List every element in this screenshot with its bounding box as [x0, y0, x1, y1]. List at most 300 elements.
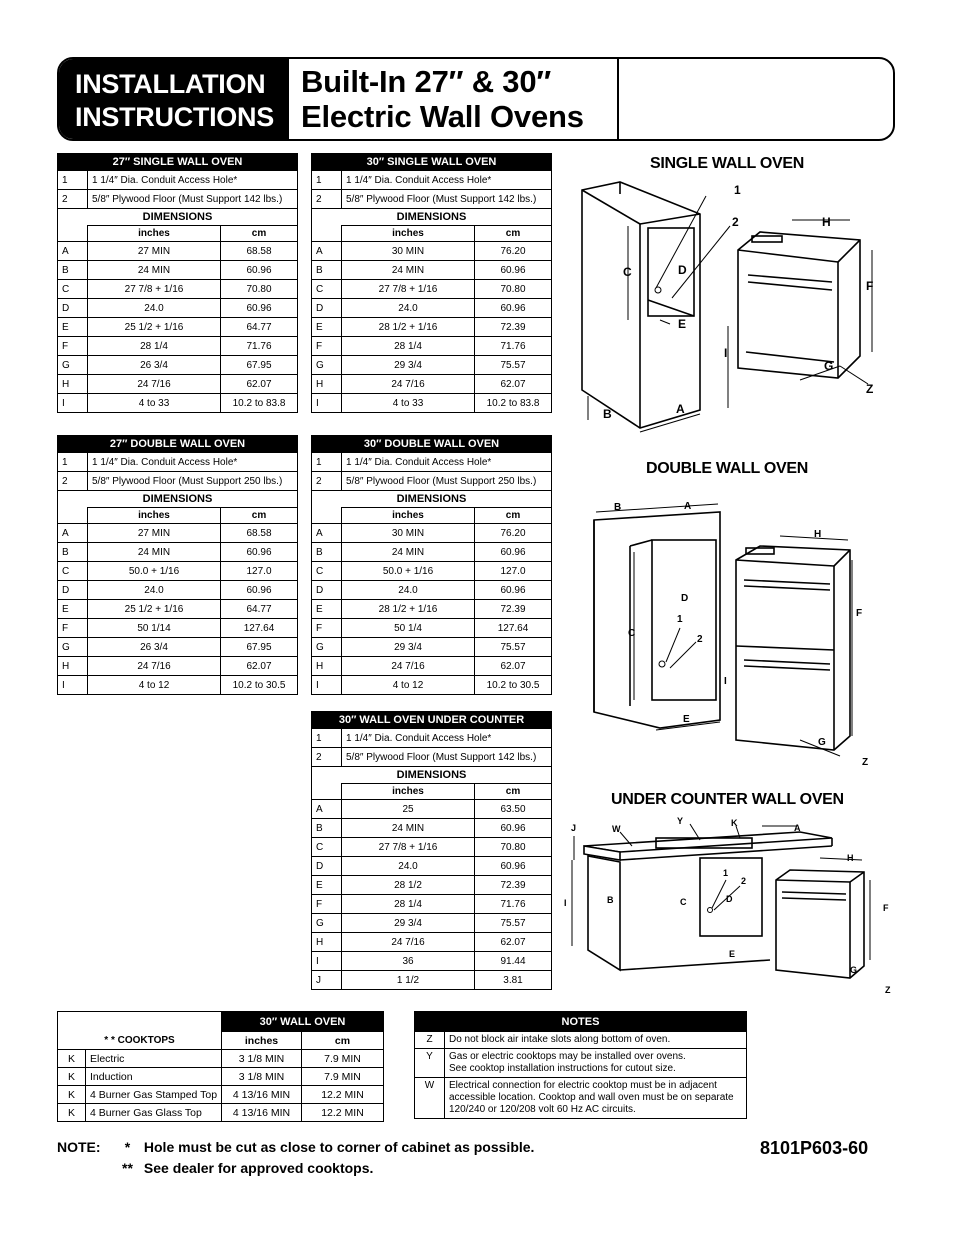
note-text: 5/8″ Plywood Floor (Must Support 142 lbs.)	[342, 748, 552, 767]
table-row	[312, 800, 552, 819]
dim-key: F	[312, 895, 342, 914]
single-label-h: H	[822, 215, 831, 229]
footnote-symbol-1: *	[124, 1139, 131, 1155]
table-30-double-wall-oven	[311, 435, 551, 695]
dim-key: H	[58, 375, 88, 394]
table-30-single-wall-oven	[311, 153, 551, 413]
dim-key: F	[58, 619, 88, 638]
dim-inches: 4 to 12	[88, 676, 221, 695]
under-counter-wall-oven-heading: UNDER COUNTER WALL OVEN	[611, 791, 844, 808]
dim-key: D	[58, 299, 88, 318]
dim-cm: 10.2 to 83.8	[221, 394, 298, 413]
under-label-k: K	[731, 818, 738, 828]
dim-inches: 50 1/4	[342, 619, 475, 638]
table-row	[312, 657, 552, 676]
dim-cm: 72.39	[475, 600, 552, 619]
dim-cm: 60.96	[475, 857, 552, 876]
table-row	[312, 914, 552, 933]
table-row	[312, 375, 552, 394]
note-key: 1	[312, 729, 342, 748]
dim-inches: 30 MIN	[342, 524, 475, 543]
dim-key: J	[312, 971, 342, 990]
dim-key: A	[312, 800, 342, 819]
note-key: 2	[58, 472, 88, 491]
single-label-z: Z	[866, 382, 874, 396]
dim-cm: 67.95	[221, 638, 298, 657]
dim-cm: 71.76	[221, 337, 298, 356]
footnote-symbol-2: **	[122, 1160, 133, 1176]
dim-key: B	[312, 543, 342, 562]
dim-cm: 68.58	[221, 242, 298, 261]
dim-key: A	[312, 242, 342, 261]
dim-cm: 70.80	[475, 280, 552, 299]
note-row	[415, 1049, 747, 1078]
note-text: 5/8″ Plywood Floor (Must Support 142 lbs.)	[342, 190, 552, 209]
table-row	[58, 524, 298, 543]
note-body	[445, 1032, 747, 1049]
cm-header: cm	[475, 784, 552, 800]
table-row	[58, 676, 298, 695]
dim-inches: 28 1/2 + 1/16	[342, 600, 475, 619]
dim-inches: 24 MIN	[342, 261, 475, 280]
table-row	[312, 337, 552, 356]
table-row	[58, 638, 298, 657]
dim-cm: 3.81	[475, 971, 552, 990]
single-label-a: A	[676, 402, 685, 416]
dim-cm: 68.58	[221, 524, 298, 543]
under-label-a: A	[794, 823, 801, 833]
table-row	[58, 280, 298, 299]
under-label-i: I	[564, 898, 567, 908]
table-row	[312, 562, 552, 581]
inches-header: inches	[342, 784, 475, 800]
cooktop-row	[58, 1068, 384, 1086]
dim-key: G	[312, 638, 342, 657]
table-27-single-wall-oven	[57, 153, 297, 413]
dimensions-header: DIMENSIONS	[58, 209, 298, 226]
table-title: 30″ WALL OVEN UNDER COUNTER	[312, 712, 552, 729]
note-row	[58, 453, 298, 472]
dim-key: A	[58, 524, 88, 543]
dim-inches: 24 MIN	[342, 543, 475, 562]
dim-cm: 10.2 to 30.5	[475, 676, 552, 695]
cooktop-type: 4 Burner Gas Glass Top	[86, 1104, 222, 1122]
table-row	[312, 819, 552, 838]
single-label-1: 1	[734, 183, 741, 197]
table-row	[312, 971, 552, 990]
under-counter-wall-oven-diagram	[560, 812, 895, 998]
table-row	[58, 242, 298, 261]
cooktop-inches: 3 1/8 MIN	[222, 1050, 302, 1068]
dim-cm: 60.96	[475, 819, 552, 838]
dim-key: D	[58, 581, 88, 600]
dim-key: C	[58, 280, 88, 299]
table-row	[312, 543, 552, 562]
table-row	[312, 299, 552, 318]
dimensions-header: DIMENSIONS	[312, 767, 552, 784]
dim-inches: 24 7/16	[342, 933, 475, 952]
note-line: 120/240 or 120/208 volt 60 Hz AC circuits.	[449, 1104, 636, 1115]
table-row	[312, 356, 552, 375]
dim-cm: 127.64	[475, 619, 552, 638]
dim-cm: 60.96	[221, 543, 298, 562]
dim-key: G	[312, 914, 342, 933]
table-row	[312, 933, 552, 952]
table-row	[312, 619, 552, 638]
dim-cm: 62.07	[221, 375, 298, 394]
note-line: Electrical connection for electric cooktop must be in adjacent	[449, 1080, 717, 1091]
dim-cm: 76.20	[475, 242, 552, 261]
note-key: 1	[312, 453, 342, 472]
note-text: 5/8″ Plywood Floor (Must Support 250 lbs.)	[342, 472, 552, 491]
dimensions-header: DIMENSIONS	[58, 491, 298, 508]
dim-key: B	[58, 261, 88, 280]
cooktops-rows	[58, 1050, 384, 1122]
inches-header: inches	[88, 226, 221, 242]
cm-header: cm	[475, 226, 552, 242]
table-row	[58, 356, 298, 375]
note-key: 1	[312, 171, 342, 190]
note-row	[58, 190, 298, 209]
dim-inches: 30 MIN	[342, 242, 475, 261]
table-row	[58, 337, 298, 356]
dim-cm: 10.2 to 83.8	[475, 394, 552, 413]
dim-cm: 91.44	[475, 952, 552, 971]
dim-key: C	[312, 280, 342, 299]
cm-header: cm	[221, 508, 298, 524]
dim-key: D	[312, 581, 342, 600]
dim-key: F	[312, 337, 342, 356]
table-row	[312, 838, 552, 857]
dim-inches: 24.0	[88, 299, 221, 318]
dim-cm: 67.95	[221, 356, 298, 375]
cm-header: cm	[475, 508, 552, 524]
dim-key: A	[312, 524, 342, 543]
table-row	[312, 394, 552, 413]
dim-cm: 127.64	[221, 619, 298, 638]
dim-inches: 4 to 33	[342, 394, 475, 413]
double-label-z: Z	[862, 757, 869, 768]
cooktop-cm: 12.2 MIN	[302, 1104, 384, 1122]
single-label-e: E	[678, 317, 687, 331]
single-label-c: C	[623, 265, 632, 279]
table-row	[312, 895, 552, 914]
dim-key: C	[58, 562, 88, 581]
table-row	[312, 676, 552, 695]
dim-cm: 60.96	[475, 261, 552, 280]
table-row	[58, 657, 298, 676]
dim-key: H	[312, 375, 342, 394]
dim-cm: 75.57	[475, 914, 552, 933]
dim-cm: 60.96	[475, 543, 552, 562]
dim-cm: 62.07	[475, 657, 552, 676]
cooktop-inches: 3 1/8 MIN	[222, 1068, 302, 1086]
dim-key: F	[58, 337, 88, 356]
dim-inches: 29 3/4	[342, 356, 475, 375]
table-row	[58, 543, 298, 562]
dim-key: I	[58, 394, 88, 413]
dim-cm: 71.76	[475, 895, 552, 914]
note-line: See cooktop installation instructions for cutout size.	[449, 1063, 676, 1074]
installation-instructions-label	[59, 59, 289, 139]
notes-table	[414, 1011, 747, 1119]
dim-inches: 50.0 + 1/16	[88, 562, 221, 581]
single-label-f: F	[866, 279, 874, 293]
under-label-w: W	[612, 824, 621, 834]
note-body	[445, 1078, 747, 1119]
under-label-2: 2	[741, 876, 747, 886]
dim-key: D	[312, 857, 342, 876]
dim-key: E	[58, 318, 88, 337]
dim-inches: 4 to 33	[88, 394, 221, 413]
dim-inches: 27 7/8 + 1/16	[342, 280, 475, 299]
dim-cm: 62.07	[475, 375, 552, 394]
note-row	[312, 729, 552, 748]
dim-inches: 28 1/2	[342, 876, 475, 895]
dim-cm: 62.07	[475, 933, 552, 952]
note-row	[312, 748, 552, 767]
table-row	[312, 524, 552, 543]
dim-key: E	[58, 600, 88, 619]
table-row	[312, 952, 552, 971]
table-title: 30″ DOUBLE WALL OVEN	[312, 436, 552, 453]
dim-key: C	[312, 838, 342, 857]
dim-cm: 60.96	[221, 581, 298, 600]
table-row	[312, 242, 552, 261]
note-text: 1 1/4″ Dia. Conduit Access Hole*	[88, 171, 298, 190]
table-row	[58, 318, 298, 337]
dim-inches: 26 3/4	[88, 356, 221, 375]
double-label-h: H	[814, 529, 822, 540]
dim-key: D	[312, 299, 342, 318]
under-label-1: 1	[723, 868, 729, 878]
dim-key: B	[312, 261, 342, 280]
table-row	[312, 318, 552, 337]
under-label-g: G	[850, 965, 858, 975]
dim-inches: 24 MIN	[342, 819, 475, 838]
header	[57, 57, 895, 141]
cm-header: cm	[221, 226, 298, 242]
table-row	[312, 581, 552, 600]
dim-inches: 24 7/16	[342, 375, 475, 394]
note-key: Y	[415, 1049, 445, 1078]
table-title: 30″ SINGLE WALL OVEN	[312, 154, 552, 171]
cooktop-key: K	[58, 1068, 86, 1086]
cooktop-type: 4 Burner Gas Stamped Top	[86, 1086, 222, 1104]
single-label-2: 2	[732, 215, 739, 229]
cooktop-inches: 4 13/16 MIN	[222, 1104, 302, 1122]
note-text: 5/8″ Plywood Floor (Must Support 142 lbs.)	[88, 190, 298, 209]
dim-cm: 60.96	[475, 581, 552, 600]
document-number: 8101P603-60	[760, 1138, 869, 1158]
note-row	[312, 171, 552, 190]
dim-inches: 28 1/4	[342, 895, 475, 914]
double-label-g: G	[818, 737, 826, 748]
under-label-z: Z	[885, 985, 891, 995]
dim-key: G	[58, 638, 88, 657]
dim-inches: 25 1/2 + 1/16	[88, 318, 221, 337]
note-row	[415, 1078, 747, 1119]
note-key: W	[415, 1078, 445, 1119]
cooktop-inches: 4 13/16 MIN	[222, 1086, 302, 1104]
table-row	[312, 638, 552, 657]
note-text: 1 1/4″ Dia. Conduit Access Hole*	[342, 729, 552, 748]
dim-cm: 72.39	[475, 876, 552, 895]
inches-header: inches	[88, 508, 221, 524]
dim-inches: 24 MIN	[88, 543, 221, 562]
dim-inches: 24 7/16	[88, 657, 221, 676]
single-label-b: B	[603, 407, 612, 421]
note-line: Do not block air intake slots along bottom of oven.	[449, 1034, 671, 1045]
note-row	[58, 472, 298, 491]
table-title: 27″ SINGLE WALL OVEN	[58, 154, 298, 171]
cooktops-title: 30″ WALL OVEN	[222, 1012, 384, 1032]
table-row	[58, 562, 298, 581]
double-label-d: D	[681, 593, 689, 604]
note-key: Z	[415, 1032, 445, 1049]
cooktop-row	[58, 1104, 384, 1122]
under-label-c: C	[680, 897, 687, 907]
dim-inches: 36	[342, 952, 475, 971]
dim-cm: 64.77	[221, 318, 298, 337]
under-label-b: B	[607, 895, 614, 905]
under-label-j: J	[571, 823, 577, 833]
cooktops-cm-header: cm	[302, 1032, 384, 1050]
dim-inches: 4 to 12	[342, 676, 475, 695]
note-line: accessible location. Cooktop and wall oven must be on separate	[449, 1092, 734, 1103]
double-label-i: I	[724, 676, 727, 687]
cooktop-cm: 7.9 MIN	[302, 1050, 384, 1068]
dim-inches: 1 1/2	[342, 971, 475, 990]
double-label-b: B	[614, 502, 622, 513]
dim-inches: 24 MIN	[88, 261, 221, 280]
dim-inches: 24 7/16	[342, 657, 475, 676]
cooktop-row	[58, 1086, 384, 1104]
cooktop-type: Electric	[86, 1050, 222, 1068]
dim-inches: 29 3/4	[342, 914, 475, 933]
dim-inches: 25 1/2 + 1/16	[88, 600, 221, 619]
dim-cm: 71.76	[475, 337, 552, 356]
footnote-text-1: Hole must be cut as close to corner of cabinet as possible.	[143, 1139, 535, 1155]
inches-header: inches	[342, 508, 475, 524]
under-label-y: Y	[677, 816, 684, 826]
under-label-f: F	[883, 903, 889, 913]
dim-key: E	[312, 600, 342, 619]
dim-inches: 28 1/2 + 1/16	[342, 318, 475, 337]
cooktop-key: K	[58, 1086, 86, 1104]
single-wall-oven-heading: SINGLE WALL OVEN	[650, 155, 805, 172]
cooktops-inches-header: inches	[222, 1032, 302, 1050]
dim-cm: 62.07	[221, 657, 298, 676]
dim-inches: 27 MIN	[88, 242, 221, 261]
footnote-text-2: See dealer for approved cooktops.	[143, 1160, 374, 1176]
dimensions-header: DIMENSIONS	[312, 491, 552, 508]
double-label-2: 2	[697, 634, 703, 645]
table-row	[58, 600, 298, 619]
note-text: 1 1/4″ Dia. Conduit Access Hole*	[88, 453, 298, 472]
dim-key: I	[312, 952, 342, 971]
single-label-d: D	[678, 263, 687, 277]
note-row	[312, 472, 552, 491]
table-row	[58, 375, 298, 394]
dim-inches: 24.0	[342, 857, 475, 876]
under-label-h: H	[847, 853, 854, 863]
dim-cm: 70.80	[475, 838, 552, 857]
double-wall-oven-diagram	[580, 495, 880, 770]
dim-cm: 75.57	[475, 638, 552, 657]
note-row	[415, 1032, 747, 1049]
table-30-wall-oven-under-counter	[311, 711, 551, 990]
table-27-double-wall-oven	[57, 435, 297, 695]
footnote	[57, 1137, 534, 1179]
dim-inches: 27 7/8 + 1/16	[342, 838, 475, 857]
dim-key: B	[312, 819, 342, 838]
table-row	[312, 600, 552, 619]
note-body	[445, 1049, 747, 1078]
dim-key: I	[58, 676, 88, 695]
dim-cm: 127.0	[475, 562, 552, 581]
inches-header: inches	[342, 226, 475, 242]
note-key: 2	[312, 748, 342, 767]
dim-key: H	[312, 933, 342, 952]
cooktop-cm: 7.9 MIN	[302, 1068, 384, 1086]
dim-inches: 25	[342, 800, 475, 819]
double-label-1: 1	[677, 614, 683, 625]
dim-cm: 63.50	[475, 800, 552, 819]
double-label-f: F	[856, 608, 863, 619]
double-label-e: E	[683, 714, 690, 725]
note-row	[312, 453, 552, 472]
dim-cm: 70.80	[221, 280, 298, 299]
note-text: 1 1/4″ Dia. Conduit Access Hole*	[342, 171, 552, 190]
dim-cm: 72.39	[475, 318, 552, 337]
dim-key: G	[58, 356, 88, 375]
dim-inches: 27 7/8 + 1/16	[88, 280, 221, 299]
double-label-c: C	[628, 628, 636, 639]
dim-cm: 127.0	[221, 562, 298, 581]
title-line1: Built-In 27″ & 30″	[301, 64, 552, 99]
dim-inches: 24.0	[342, 299, 475, 318]
header-left-line2: INSTRUCTIONS	[75, 102, 274, 132]
cooktop-type: Induction	[86, 1068, 222, 1086]
dim-key: G	[312, 356, 342, 375]
note-key: 1	[58, 453, 88, 472]
dim-cm: 60.96	[475, 299, 552, 318]
note-line: Gas or electric cooktops may be installed over ovens.	[449, 1051, 686, 1062]
single-wall-oven-diagram	[565, 175, 895, 445]
table-row	[312, 876, 552, 895]
dim-key: A	[58, 242, 88, 261]
page-title	[289, 59, 619, 139]
dim-cm: 10.2 to 30.5	[221, 676, 298, 695]
note-text: 1 1/4″ Dia. Conduit Access Hole*	[342, 453, 552, 472]
table-row	[58, 581, 298, 600]
single-label-i: I	[724, 346, 728, 360]
cooktop-row	[58, 1050, 384, 1068]
dim-key: H	[312, 657, 342, 676]
double-label-a: A	[684, 501, 692, 512]
note-row	[312, 190, 552, 209]
double-wall-oven-heading: DOUBLE WALL OVEN	[646, 460, 809, 477]
header-left-line1: INSTALLATION	[75, 69, 266, 99]
dim-cm: 64.77	[221, 600, 298, 619]
dim-inches: 28 1/4	[88, 337, 221, 356]
table-row	[58, 619, 298, 638]
dim-cm: 76.20	[475, 524, 552, 543]
dim-inches: 50 1/14	[88, 619, 221, 638]
notes-rows	[415, 1032, 747, 1119]
note-text: 5/8″ Plywood Floor (Must Support 250 lbs.)	[88, 472, 298, 491]
